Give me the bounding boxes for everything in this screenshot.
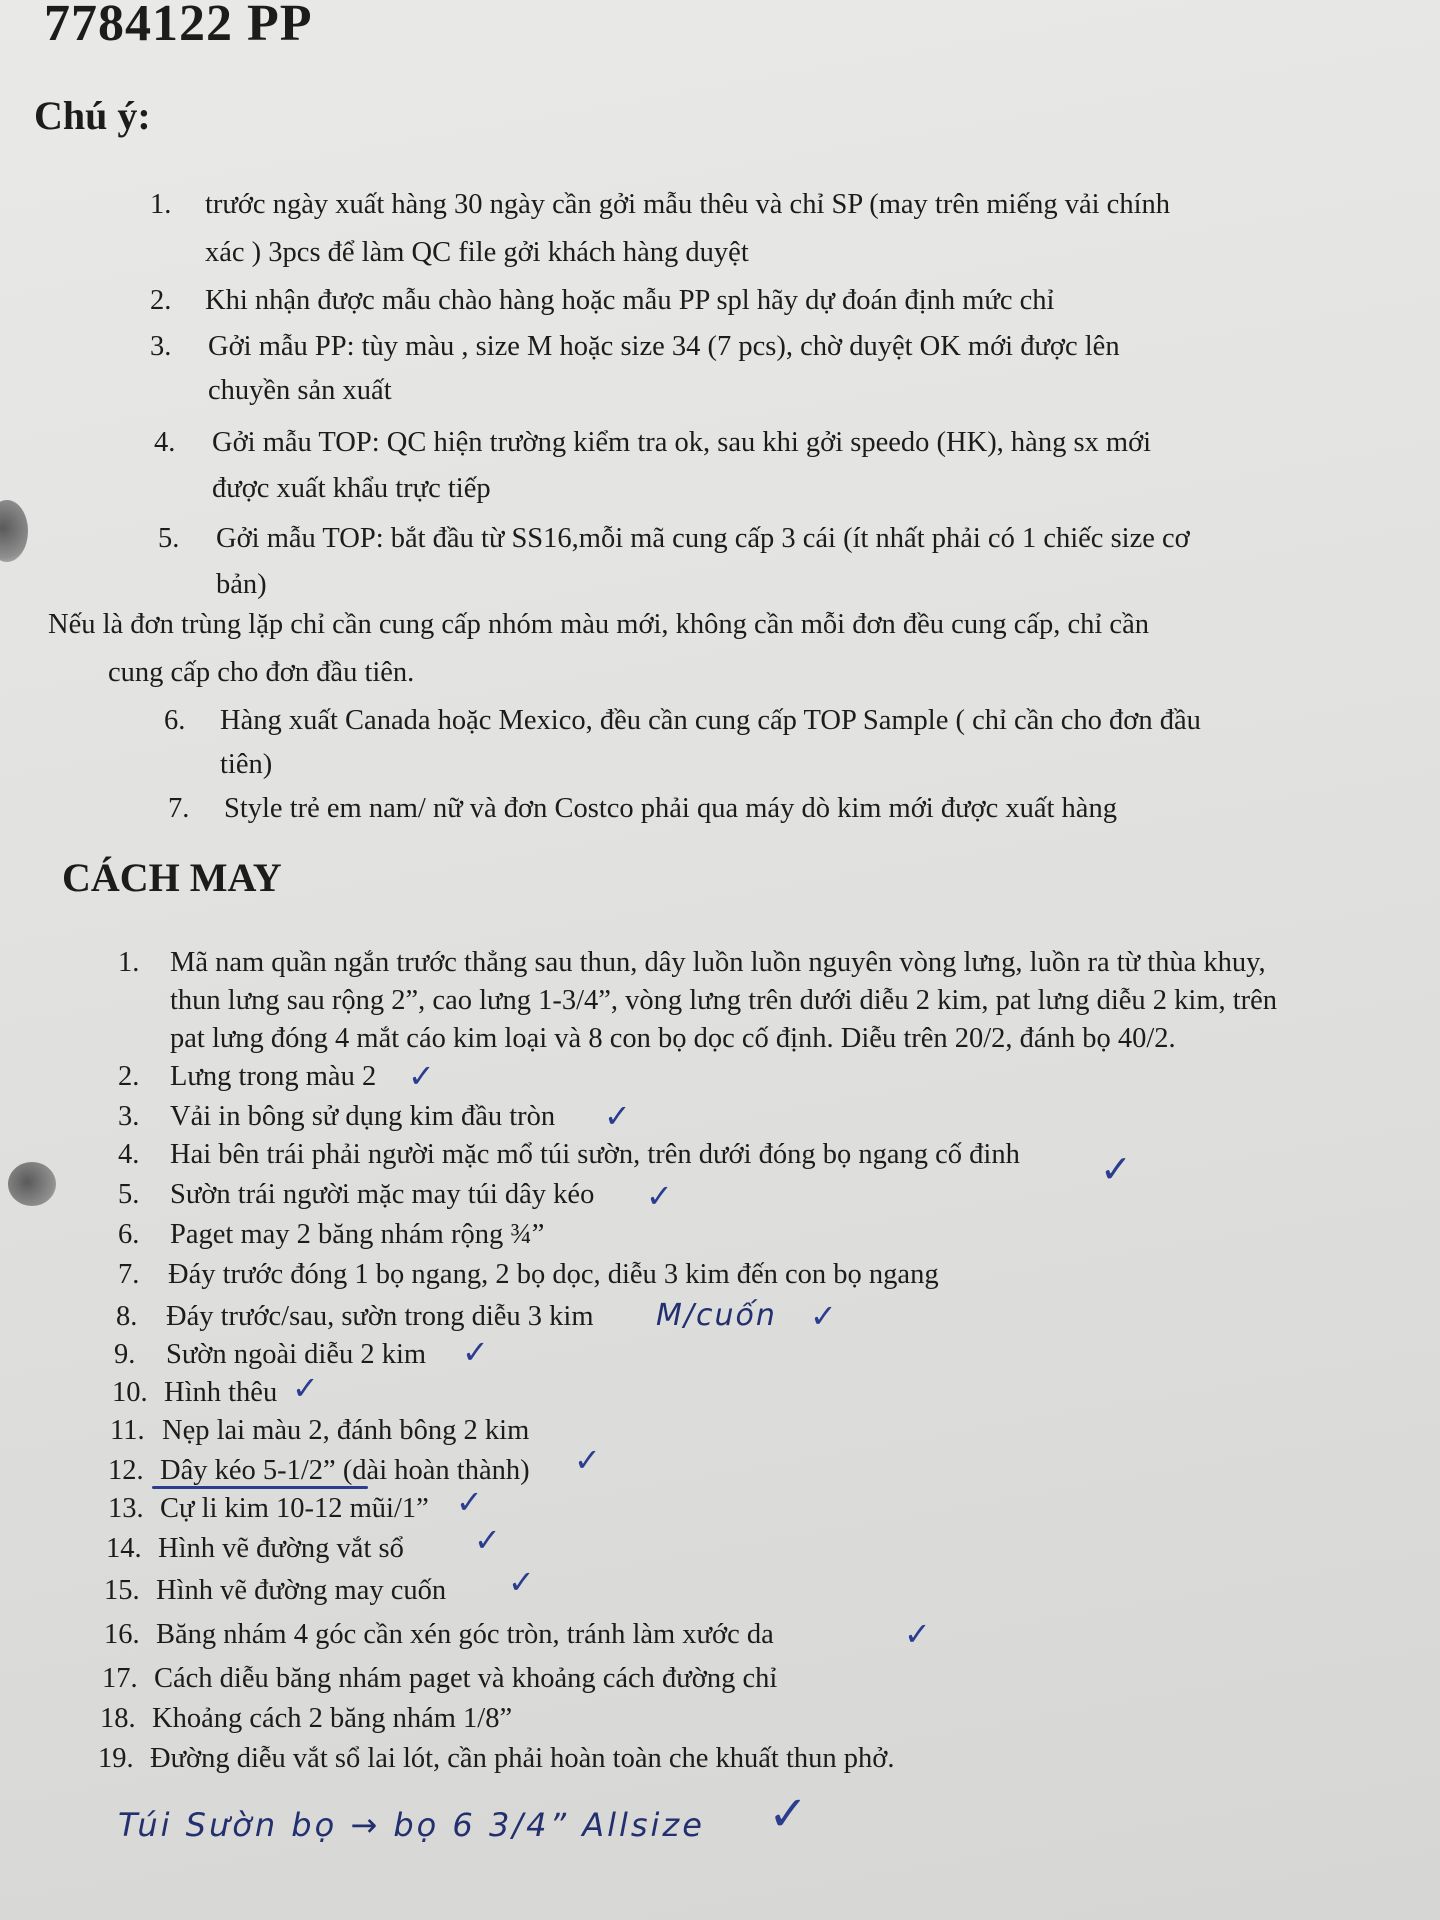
note-number: 3. (150, 331, 172, 362)
sewing-item (118, 1176, 1418, 1216)
ink-underline (152, 1486, 368, 1489)
check-mark-icon: ✓ (574, 1441, 601, 1479)
item-text: Nẹp lai màu 2, đánh bông 2 kim (162, 1415, 530, 1446)
note-text: Khi nhận được mẫu chào hàng hoặc mẫu PP spl hãy dự đoán định mức chỉ (205, 285, 1055, 316)
check-mark-icon: ✓ (474, 1521, 501, 1559)
note-number: 2. (150, 285, 172, 316)
item-number: 9. (114, 1339, 136, 1370)
item-text: Hai bên trái phải người mặc mổ túi sườn, trên dưới đóng bọ ngang cố đinh (170, 1139, 1020, 1170)
sewing-section-heading: CÁCH MAY (62, 855, 282, 900)
sewing-item (118, 1136, 1418, 1176)
check-mark-icon: ✓ (604, 1097, 631, 1135)
document-code: 7784122 PP (44, 0, 313, 52)
handwritten-note: Túi Sườn bọ → bọ 6 3/4” Allsize (118, 1806, 705, 1844)
note-text: tiên) (220, 749, 273, 780)
note-text: được xuất khẩu trực tiếp (212, 473, 491, 504)
item-text: thun lưng sau rộng 2”, cao lưng 1-3/4”, vòng lưng trên dưới diễu 2 kim, pat lưng diễu 2 kim, trên (170, 985, 1278, 1016)
check-mark-icon: ✓ (292, 1369, 319, 1407)
sewing-item (106, 1530, 1406, 1570)
check-mark-icon: ✓ (1100, 1147, 1132, 1191)
item-number: 2. (118, 1061, 140, 1092)
note-item (164, 702, 1424, 782)
note-text: trước ngày xuất hàng 30 ngày cần gởi mẫu thêu và chỉ SP (may trên miếng vải chính (205, 189, 1170, 220)
item-text: pat lưng đóng 4 mắt cáo kim loại và 8 con bọ dọc cố định. Diễu trên 20/2, đánh bọ 40/2. (170, 1023, 1176, 1054)
item-text: Hình vẽ đường may cuốn (156, 1575, 447, 1606)
check-mark-icon: ✓ (508, 1563, 535, 1601)
item-number: 1. (118, 947, 140, 978)
sewing-item (118, 944, 1418, 1064)
item-number: 14. (106, 1533, 142, 1564)
item-number: 4. (118, 1139, 140, 1170)
item-text: Dây kéo 5-1/2” (dài hoàn thành) (160, 1455, 530, 1486)
item-text: Mã nam quần ngắn trước thẳng sau thun, dây luồn luồn nguyên vòng lưng, luồn ra từ thùa khuy, (170, 947, 1266, 978)
handwritten-note: M/cuốn (656, 1298, 777, 1333)
sewing-item (118, 1098, 1418, 1138)
sewing-item (108, 1490, 1408, 1530)
note-item (150, 282, 1420, 322)
item-text: Vải in bông sử dụng kim đầu tròn (170, 1101, 556, 1132)
note-item (168, 790, 1428, 830)
item-number: 10. (112, 1377, 148, 1408)
item-text: Lưng trong màu 2 (170, 1061, 377, 1092)
repeat-order-note: Nếu là đơn trùng lặp chỉ cần cung cấp nhóm màu mới, không cần mỗi đơn đều cung cấp, chỉ cần (48, 609, 1149, 640)
check-mark-icon: ✓ (462, 1333, 489, 1371)
note-item (158, 520, 1428, 600)
sewing-item (118, 1216, 1418, 1256)
note-number: 7. (168, 793, 190, 824)
item-number: 8. (116, 1301, 138, 1332)
check-mark-icon: ✓ (768, 1786, 809, 1842)
note-item (150, 186, 1420, 266)
item-number: 15. (104, 1575, 140, 1606)
item-number: 17. (102, 1663, 138, 1694)
item-text: Sườn trái người mặc may túi dây kéo (170, 1179, 595, 1210)
sewing-item (100, 1700, 1400, 1740)
item-number: 7. (118, 1259, 140, 1290)
item-text: Paget may 2 băng nhám rộng ¾” (170, 1219, 545, 1250)
note-text: Gởi mẫu TOP: QC hiện trường kiểm tra ok, sau khi gởi speedo (HK), hàng sx mới (212, 427, 1152, 458)
note-text: chuyền sản xuất (208, 375, 392, 406)
item-number: 13. (108, 1493, 144, 1524)
item-number: 5. (118, 1179, 140, 1210)
sewing-item (110, 1412, 1410, 1452)
notes-heading: Chú ý: (34, 93, 151, 138)
item-text: Cự li kim 10-12 mũi/1” (160, 1493, 429, 1524)
item-text: Hình vẽ đường vắt sổ (158, 1533, 404, 1564)
item-number: 16. (104, 1619, 140, 1650)
note-item (150, 328, 1420, 408)
note-text: Gởi mẫu TOP: bắt đầu từ SS16,mỗi mã cung cấp 3 cái (ít nhất phải có 1 chiếc size cơ (216, 523, 1190, 554)
repeat-order-note: cung cấp cho đơn đầu tiên. (108, 657, 415, 688)
punch-hole (0, 500, 28, 562)
sewing-item (118, 1058, 1418, 1098)
item-number: 18. (100, 1703, 136, 1734)
note-number: 5. (158, 523, 180, 554)
sewing-item (102, 1660, 1402, 1700)
item-text: Sườn ngoài diễu 2 kim (166, 1339, 427, 1370)
check-mark-icon: ✓ (810, 1297, 837, 1335)
note-item (154, 424, 1424, 504)
item-text: Khoảng cách 2 băng nhám 1/8” (152, 1703, 513, 1734)
check-mark-icon: ✓ (904, 1615, 931, 1653)
item-number: 19. (98, 1743, 134, 1774)
item-number: 12. (108, 1455, 144, 1486)
check-mark-icon: ✓ (646, 1177, 673, 1215)
note-text: Hàng xuất Canada hoặc Mexico, đều cần cung cấp TOP Sample ( chỉ cần cho đơn đầu (220, 705, 1201, 736)
item-text: Đáy trước/sau, sườn trong diễu 3 kim (166, 1301, 594, 1332)
item-number: 3. (118, 1101, 140, 1132)
sewing-item (98, 1740, 1418, 1780)
note-text: xác ) 3pcs để làm QC file gởi khách hàng duyệt (205, 237, 749, 268)
item-text: Hình thêu (164, 1377, 278, 1408)
note-text: bản) (216, 569, 267, 600)
item-text: Đáy trước đóng 1 bọ ngang, 2 bọ dọc, diễu 3 kim đến con bọ ngang (168, 1259, 939, 1290)
punch-hole (8, 1162, 56, 1206)
check-mark-icon: ✓ (456, 1483, 483, 1521)
note-text: Style trẻ em nam/ nữ và đơn Costco phải qua máy dò kim mới được xuất hàng (224, 793, 1117, 824)
note-text: Gởi mẫu PP: tùy màu , size M hoặc size 34 (7 pcs), chờ duyệt OK mới được lên (208, 331, 1120, 362)
item-text: Cách diễu băng nhám paget và khoảng cách đường chỉ (154, 1663, 778, 1694)
note-number: 1. (150, 189, 172, 220)
item-text: Băng nhám 4 góc cần xén góc tròn, tránh làm xước da (156, 1619, 774, 1650)
note-number: 6. (164, 705, 186, 736)
sewing-item (118, 1256, 1418, 1296)
check-mark-icon: ✓ (408, 1057, 435, 1095)
note-number: 4. (154, 427, 176, 458)
item-text: Đường diễu vắt sổ lai lót, cần phải hoàn toàn che khuất thun phở. (150, 1743, 895, 1774)
sewing-item (104, 1572, 1404, 1612)
item-number: 11. (110, 1415, 145, 1446)
sewing-item (104, 1616, 1404, 1656)
item-number: 6. (118, 1219, 140, 1250)
